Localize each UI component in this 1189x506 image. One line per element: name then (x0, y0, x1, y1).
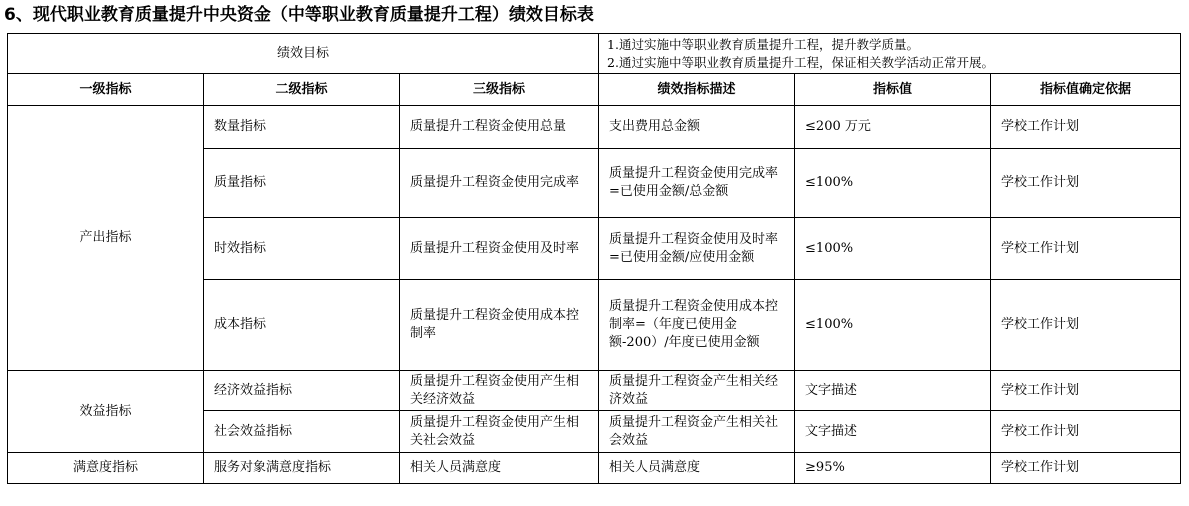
level3-cell: 质量提升工程资金使用总量 (400, 106, 599, 149)
basis-cell: 学校工作计划 (991, 106, 1181, 149)
description-cell: 质量提升工程资金产生相关经济效益 (599, 371, 795, 411)
level2-cell: 成本指标 (204, 280, 400, 371)
level3-cell: 质量提升工程资金使用产生相关经济效益 (400, 371, 599, 411)
level2-cell: 质量指标 (204, 149, 400, 218)
goal-line: 2.通过实施中等职业教育质量提升工程，保证相关教学活动正常开展。 (607, 54, 994, 70)
header-level2: 二级指标 (204, 74, 400, 106)
level1-cell: 产出指标 (8, 106, 204, 371)
level3-cell: 质量提升工程资金使用成本控制率 (400, 280, 599, 371)
basis-cell: 学校工作计划 (991, 371, 1181, 411)
value-cell: ≤100% (795, 149, 991, 218)
header-row (8, 74, 1181, 106)
goal-line: 1.通过实施中等职业教育质量提升工程，提升教学质量。 (607, 36, 919, 52)
value-cell: ≥95% (795, 453, 991, 484)
basis-cell: 学校工作计划 (991, 218, 1181, 280)
table-row (8, 371, 1181, 411)
goal-description (599, 34, 1181, 74)
level3-cell: 相关人员满意度 (400, 453, 599, 484)
goal-label: 绩效目标 (8, 34, 599, 74)
level3-cell: 质量提升工程资金使用产生相关社会效益 (400, 411, 599, 453)
level3-cell: 质量提升工程资金使用及时率 (400, 218, 599, 280)
description-cell: 支出费用总金额 (599, 106, 795, 149)
page-title: 6、现代职业教育质量提升中央资金（中等职业教育质量提升工程）绩效目标表 (4, 5, 594, 25)
value-cell: 文字描述 (795, 371, 991, 411)
level2-cell: 经济效益指标 (204, 371, 400, 411)
level1-cell: 满意度指标 (8, 453, 204, 484)
level2-cell: 时效指标 (204, 218, 400, 280)
level3-cell: 质量提升工程资金使用完成率 (400, 149, 599, 218)
basis-cell: 学校工作计划 (991, 453, 1181, 484)
header-level3: 三级指标 (400, 74, 599, 106)
basis-cell: 学校工作计划 (991, 411, 1181, 453)
value-cell: ≤100% (795, 218, 991, 280)
header-value: 指标值 (795, 74, 991, 106)
table-row (8, 453, 1181, 484)
description-cell: 相关人员满意度 (599, 453, 795, 484)
goal-row (8, 34, 1181, 74)
value-cell: 文字描述 (795, 411, 991, 453)
level2-cell: 社会效益指标 (204, 411, 400, 453)
table-row (8, 106, 1181, 149)
description-cell: 质量提升工程资金使用完成率=已使用金额/总金额 (599, 149, 795, 218)
level1-cell: 效益指标 (8, 371, 204, 453)
value-cell: ≤200 万元 (795, 106, 991, 149)
level2-cell: 服务对象满意度指标 (204, 453, 400, 484)
description-cell: 质量提升工程资金产生相关社会效益 (599, 411, 795, 453)
header-level1: 一级指标 (8, 74, 204, 106)
description-cell: 质量提升工程资金使用及时率=已使用金额/应使用金额 (599, 218, 795, 280)
performance-goal-table (7, 33, 1181, 484)
description-cell: 质量提升工程资金使用成本控制率=（年度已使用金额-200）/年度已使用金额 (599, 280, 795, 371)
value-cell: ≤100% (795, 280, 991, 371)
header-description: 绩效指标描述 (599, 74, 795, 106)
level2-cell: 数量指标 (204, 106, 400, 149)
basis-cell: 学校工作计划 (991, 280, 1181, 371)
basis-cell: 学校工作计划 (991, 149, 1181, 218)
header-basis: 指标值确定依据 (991, 74, 1181, 106)
